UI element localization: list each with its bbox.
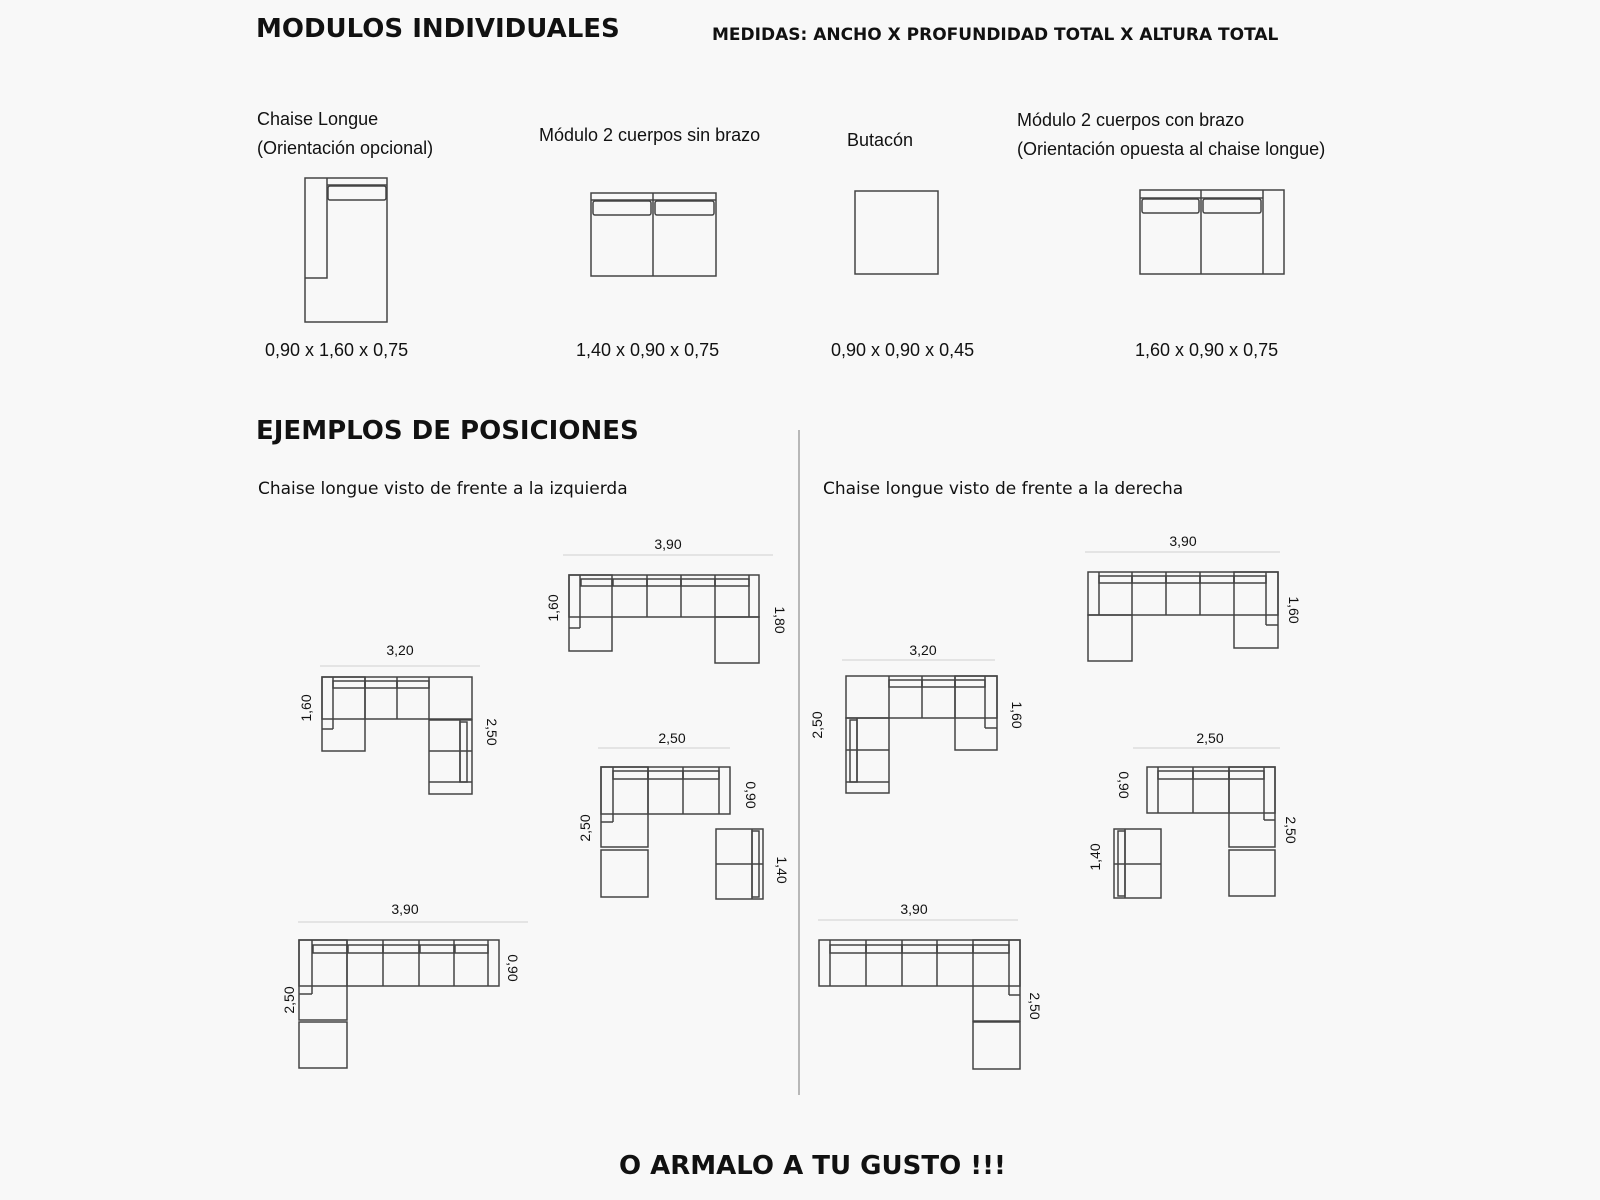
dim-label: 2,50 bbox=[1027, 992, 1043, 1020]
dim-label: 1,60 bbox=[1009, 701, 1025, 729]
right-caption: Chaise longue visto de frente a la derecha bbox=[823, 479, 1184, 499]
module-orientation: (Orientación opcional) bbox=[257, 138, 434, 158]
dim-label: 1,40 bbox=[1087, 843, 1103, 871]
dim-label: 2,50 bbox=[1196, 730, 1224, 746]
module-size-2-sin-brazo: 1,40 x 0,90 x 0,75 bbox=[576, 340, 720, 360]
right-example-b bbox=[809, 642, 1025, 793]
dim-label: 0,90 bbox=[505, 954, 521, 982]
dim-label: 3,90 bbox=[654, 536, 682, 552]
dim-label: 3,90 bbox=[391, 901, 419, 917]
dim-label: 1,60 bbox=[545, 594, 561, 622]
examples-title: EJEMPLOS DE POSICIONES bbox=[256, 416, 639, 446]
dim-label: 2,50 bbox=[484, 718, 500, 746]
dim-label: 3,20 bbox=[909, 642, 937, 658]
chaise-longue-module bbox=[305, 178, 387, 322]
left-example-c bbox=[577, 730, 790, 899]
page-title: MODULOS INDIVIDUALES bbox=[256, 14, 620, 44]
dim-label: 1,40 bbox=[774, 856, 790, 884]
right-example-c bbox=[1087, 730, 1299, 898]
dim-label: 3,90 bbox=[1169, 533, 1197, 549]
module-label-2-sin-brazo: Módulo 2 cuerpos sin brazo bbox=[539, 125, 761, 145]
dim-label: 1,80 bbox=[772, 606, 788, 634]
module-label-butacon: Butacón bbox=[847, 130, 914, 150]
module-size-2-con-brazo: 1,60 x 0,90 x 0,75 bbox=[1135, 340, 1279, 360]
dim-label: 1,60 bbox=[298, 694, 314, 722]
left-example-b bbox=[298, 642, 500, 794]
module-orientation: (Orientación opuesta al chaise longue) bbox=[1017, 139, 1326, 159]
dim-label: 0,90 bbox=[743, 781, 759, 809]
dim-label: 1,60 bbox=[1286, 596, 1302, 624]
right-example-d bbox=[818, 901, 1043, 1069]
dim-label: 2,50 bbox=[577, 814, 593, 842]
dim-label: 3,20 bbox=[386, 642, 414, 658]
footer-slogan: O ARMALO A TU GUSTO !!! bbox=[619, 1151, 1006, 1181]
module-2-sin-brazo bbox=[591, 193, 716, 276]
left-caption: Chaise longue visto de frente a la izquierda bbox=[258, 479, 628, 499]
dim-label: 2,50 bbox=[281, 986, 297, 1014]
measures-note: MEDIDAS: ANCHO X PROFUNDIDAD TOTAL X ALTURA TOTAL bbox=[712, 25, 1279, 45]
module-name: Chaise Longue bbox=[257, 109, 379, 129]
dim-label: 0,90 bbox=[1116, 771, 1132, 799]
module-2-con-brazo bbox=[1140, 190, 1284, 274]
module-name: Módulo 2 cuerpos con brazo bbox=[1017, 110, 1245, 130]
left-example-a bbox=[545, 536, 788, 663]
module-size-butacon: 0,90 x 0,90 x 0,45 bbox=[831, 340, 975, 360]
right-example-a bbox=[1085, 533, 1302, 661]
dim-label: 2,50 bbox=[809, 711, 825, 739]
module-size-chaise: 0,90 x 1,60 x 0,75 bbox=[265, 340, 409, 360]
left-example-d bbox=[281, 901, 528, 1068]
dim-label: 3,90 bbox=[900, 901, 928, 917]
butacon-module bbox=[855, 191, 938, 274]
dim-label: 2,50 bbox=[1283, 816, 1299, 844]
dim-label: 2,50 bbox=[658, 730, 686, 746]
